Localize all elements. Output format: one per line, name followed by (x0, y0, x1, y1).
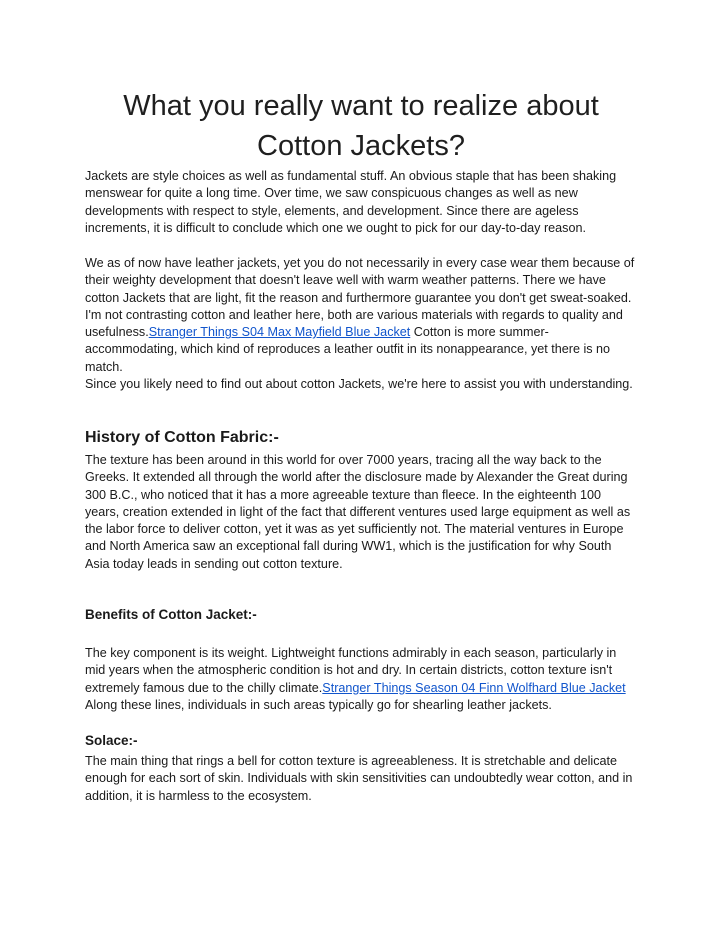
paragraph-text: Along these lines, individuals in such areas typically go for shearling leather jackets. (85, 697, 552, 712)
understanding-paragraph: Since you likely need to find out about cotton Jackets, we're here to assist you with understanding. (85, 377, 633, 392)
benefits-heading: Benefits of Cotton Jacket:- (85, 607, 257, 622)
intro-paragraph: Jackets are style choices as well as fundamental stuff. An obvious staple that has been shaking menswear for quite a long time. Over time, we saw conspicuous changes as well as new developments with respect to style, elements, and development. Since there are ageless increments, it is difficult to conclude which one we ought to pick for our day-to-day reason. (85, 169, 617, 235)
benefits-paragraph (85, 645, 637, 714)
solace-section (85, 732, 637, 805)
finn-wolfhard-jacket-link[interactable]: Stranger Things Season 04 Finn Wolfhard Blue Jacket (322, 680, 626, 695)
paragraph-text: We as of now have leather jackets, yet you do not necessarily in every case wear them because of their weighty development that doesn't leave well with warm weather patterns. There we have cotton Jackets that are light, fit the reason and furthermore guarantee you don't get sweat-soaked. I'm not contrasting cotton and leather here, both are various materials with regards to quality and usefulness. (85, 256, 635, 340)
history-paragraph: The texture has been around in this world for over 7000 years, tracing all the way back to the Greeks. It extended all through the world after the disclosure made by Alexander the Great during 300 B.C., who noticed that it has a more agreeable texture than fleece. In the eighteenth 100 years, creation extended in light of the fact that different ventures used large equipment as well as the labor force to deliver cotton, yet it was as yet sufficiently not. The material ventures in Europe and North America saw an exceptional fall during WW1, which is the justification for why South Asia today leads in sending out cotton texture. (85, 453, 631, 571)
intro-section (85, 168, 637, 237)
history-section (85, 428, 637, 573)
paragraph-text: Cotton is more summer-accommodating, which kind of reproduces a leather outfit in its nonappearance, yet there is no match. (85, 325, 611, 374)
paragraph-text: The key component is its weight. Lightweight functions admirably in each season, particularly in mid years when the atmospheric condition is hot and dry. In certain districts, cotton texture isn't extremely famous due to the chilly climate. (85, 646, 617, 695)
solace-paragraph: The main thing that rings a bell for cotton texture is agreeableness. It is stretchable and delicate enough for each sort of skin. Individuals with skin sensitivities can undoubtedly wear cotton, and in addition, it is harmless to the ecosystem. (85, 754, 633, 803)
leather-vs-cotton-section (85, 255, 637, 393)
max-mayfield-jacket-link[interactable]: Stranger Things S04 Max Mayfield Blue Jacket (148, 325, 411, 340)
solace-heading: Solace:- (85, 733, 138, 748)
leather-vs-cotton-paragraph (85, 255, 637, 376)
benefits-section (85, 606, 637, 714)
page-title: What you really want to realize about Cotton Jackets? (123, 90, 599, 162)
history-heading: History of Cotton Fabric:- (85, 429, 279, 446)
